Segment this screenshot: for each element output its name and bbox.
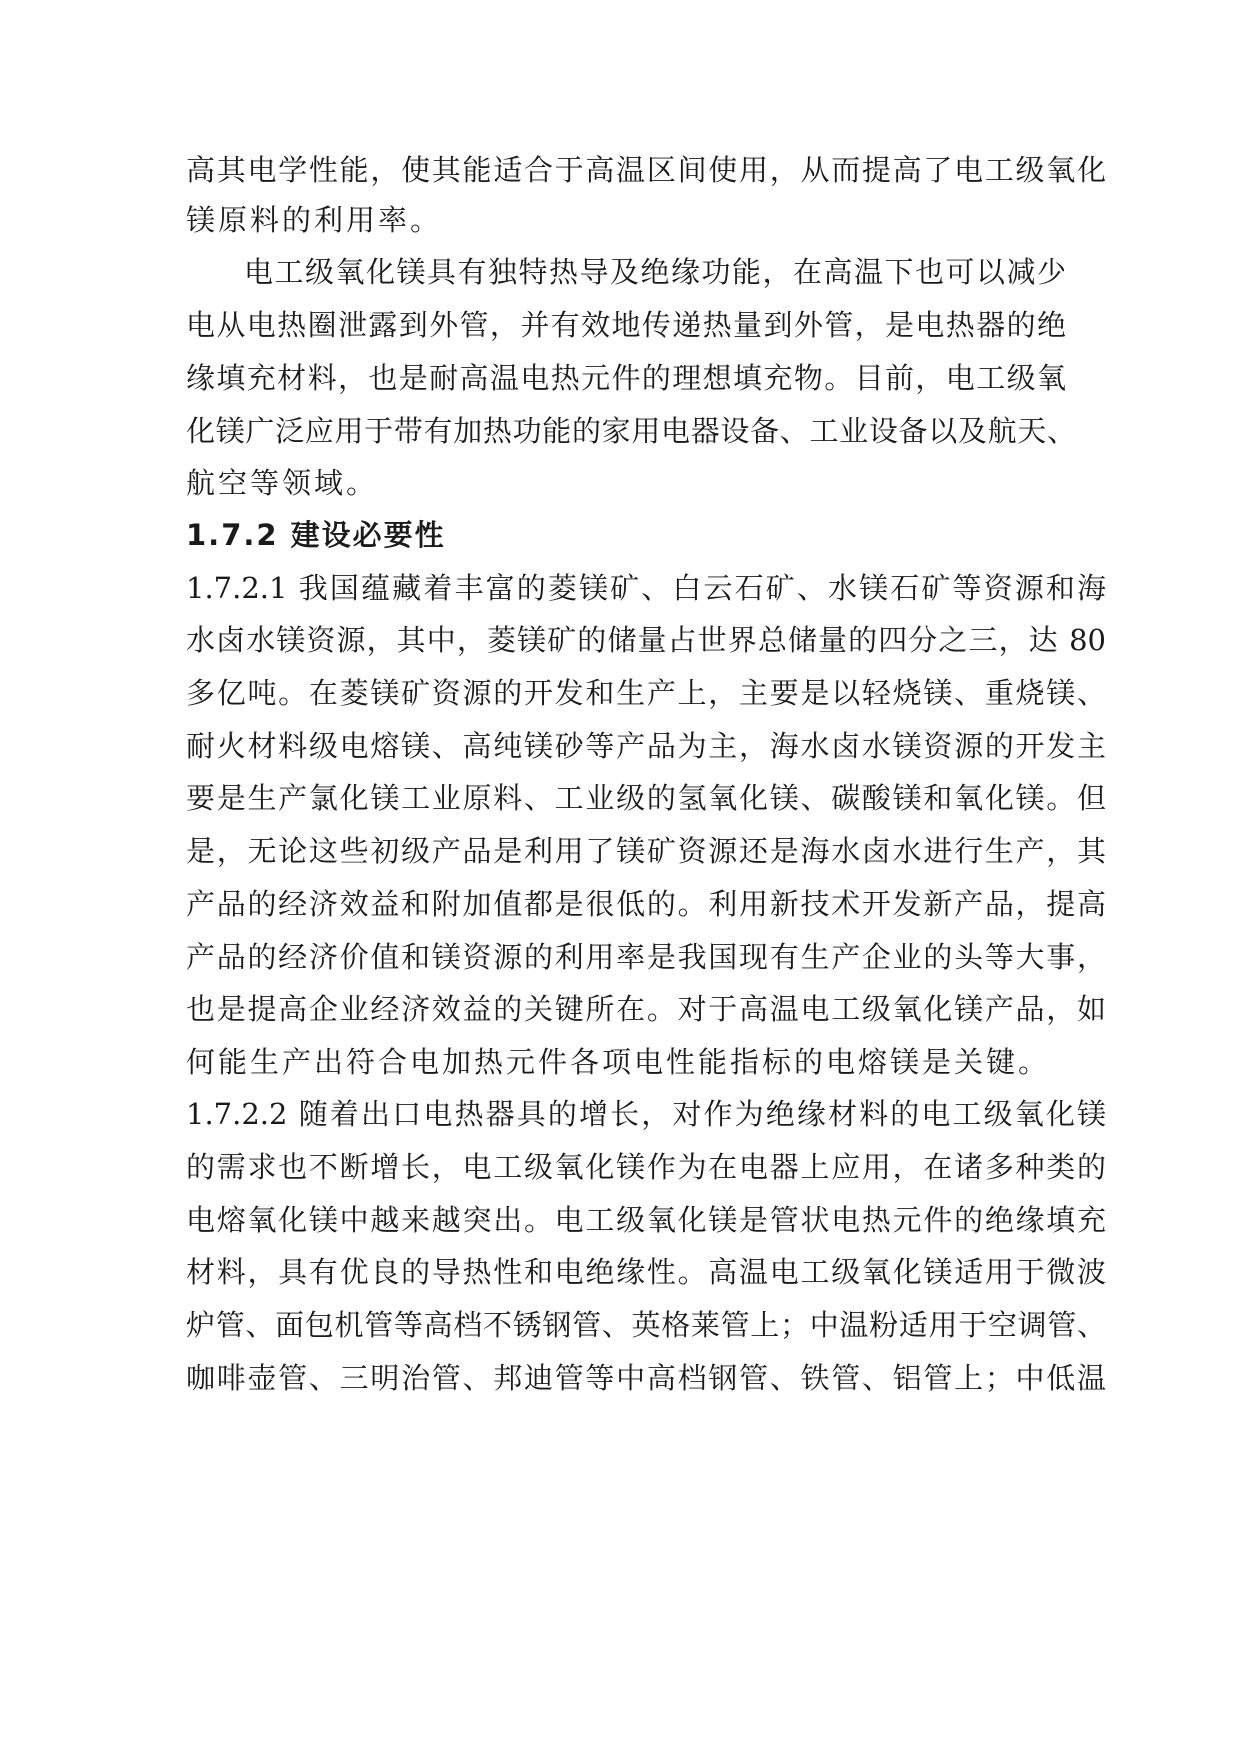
body-line: 高其电学性能，使其能适合于高温区间使用，从而提高了电工级氧化 [186,153,1106,187]
section-heading: 1.7.2 建设必要性 [186,518,446,552]
body-line: 耐火材料级电熔镁、高纯镁砂等产品为主，海水卤水镁资源的开发主 [186,729,1106,763]
body-line: 电工级氧化镁具有独特热导及绝缘功能，在高温下也可以减少 [244,255,1066,289]
body-line: 产品的经济价值和镁资源的利用率是我国现有生产企业的头等大事， [186,940,1106,974]
body-line: 的需求也不断增长，电工级氧化镁作为在电器上应用，在诸多种类的 [186,1150,1106,1184]
body-line: 要是生产氯化镁工业原料、工业级的氢氧化镁、碳酸镁和氧化镁。但 [186,781,1106,815]
body-line: 缘填充材料，也是耐高温电热元件的理想填充物。目前，电工级氧 [186,361,1066,395]
body-line: 电从电热圈泄露到外管，并有效地传递热量到外管，是电热器的绝 [186,308,1066,342]
body-line: 产品的经济效益和附加值都是很低的。利用新技术开发新产品，提高 [186,887,1106,921]
body-line: 化镁广泛应用于带有加热功能的家用电器设备、工业设备以及航天、 [186,414,1076,448]
body-line: 何能生产出符合电加热元件各项电性能指标的电熔镁是关键。 [186,1045,1051,1079]
body-line: 1.7.2.2 随着出口电热器具的增长，对作为绝缘材料的电工级氧化镁 [186,1097,1106,1131]
body-line: 材料，具有优良的导热性和电绝缘性。高温电工级氧化镁适用于微波 [186,1255,1106,1289]
body-line: 1.7.2.1 我国蕴藏着丰富的菱镁矿、白云石矿、水镁石矿等资源和海 [186,571,1106,605]
body-line: 镁原料的利用率。 [186,203,443,237]
body-line: 是，无论这些初级产品是利用了镁矿资源还是海水卤水进行生产，其 [186,834,1106,868]
body-line: 多亿吨。在菱镁矿资源的开发和生产上，主要是以轻烧镁、重烧镁、 [186,676,1106,710]
body-line: 咖啡壶管、三明治管、邦迪管等中高档钢管、铁管、铝管上；中低温 [186,1361,1106,1395]
body-line: 水卤水镁资源，其中，菱镁矿的储量占世界总储量的四分之三，达 80 [186,623,1106,657]
body-line: 电熔氧化镁中越来越突出。电工级氧化镁是管状电热元件的绝缘填充 [186,1203,1106,1237]
body-line: 也是提高企业经济效益的关键所在。对于高温电工级氧化镁产品，如 [186,992,1106,1026]
body-line: 航空等领域。 [186,466,379,500]
body-line: 炉管、面包机管等高档不锈钢管、英格莱管上；中温粉适用于空调管、 [186,1308,1106,1342]
